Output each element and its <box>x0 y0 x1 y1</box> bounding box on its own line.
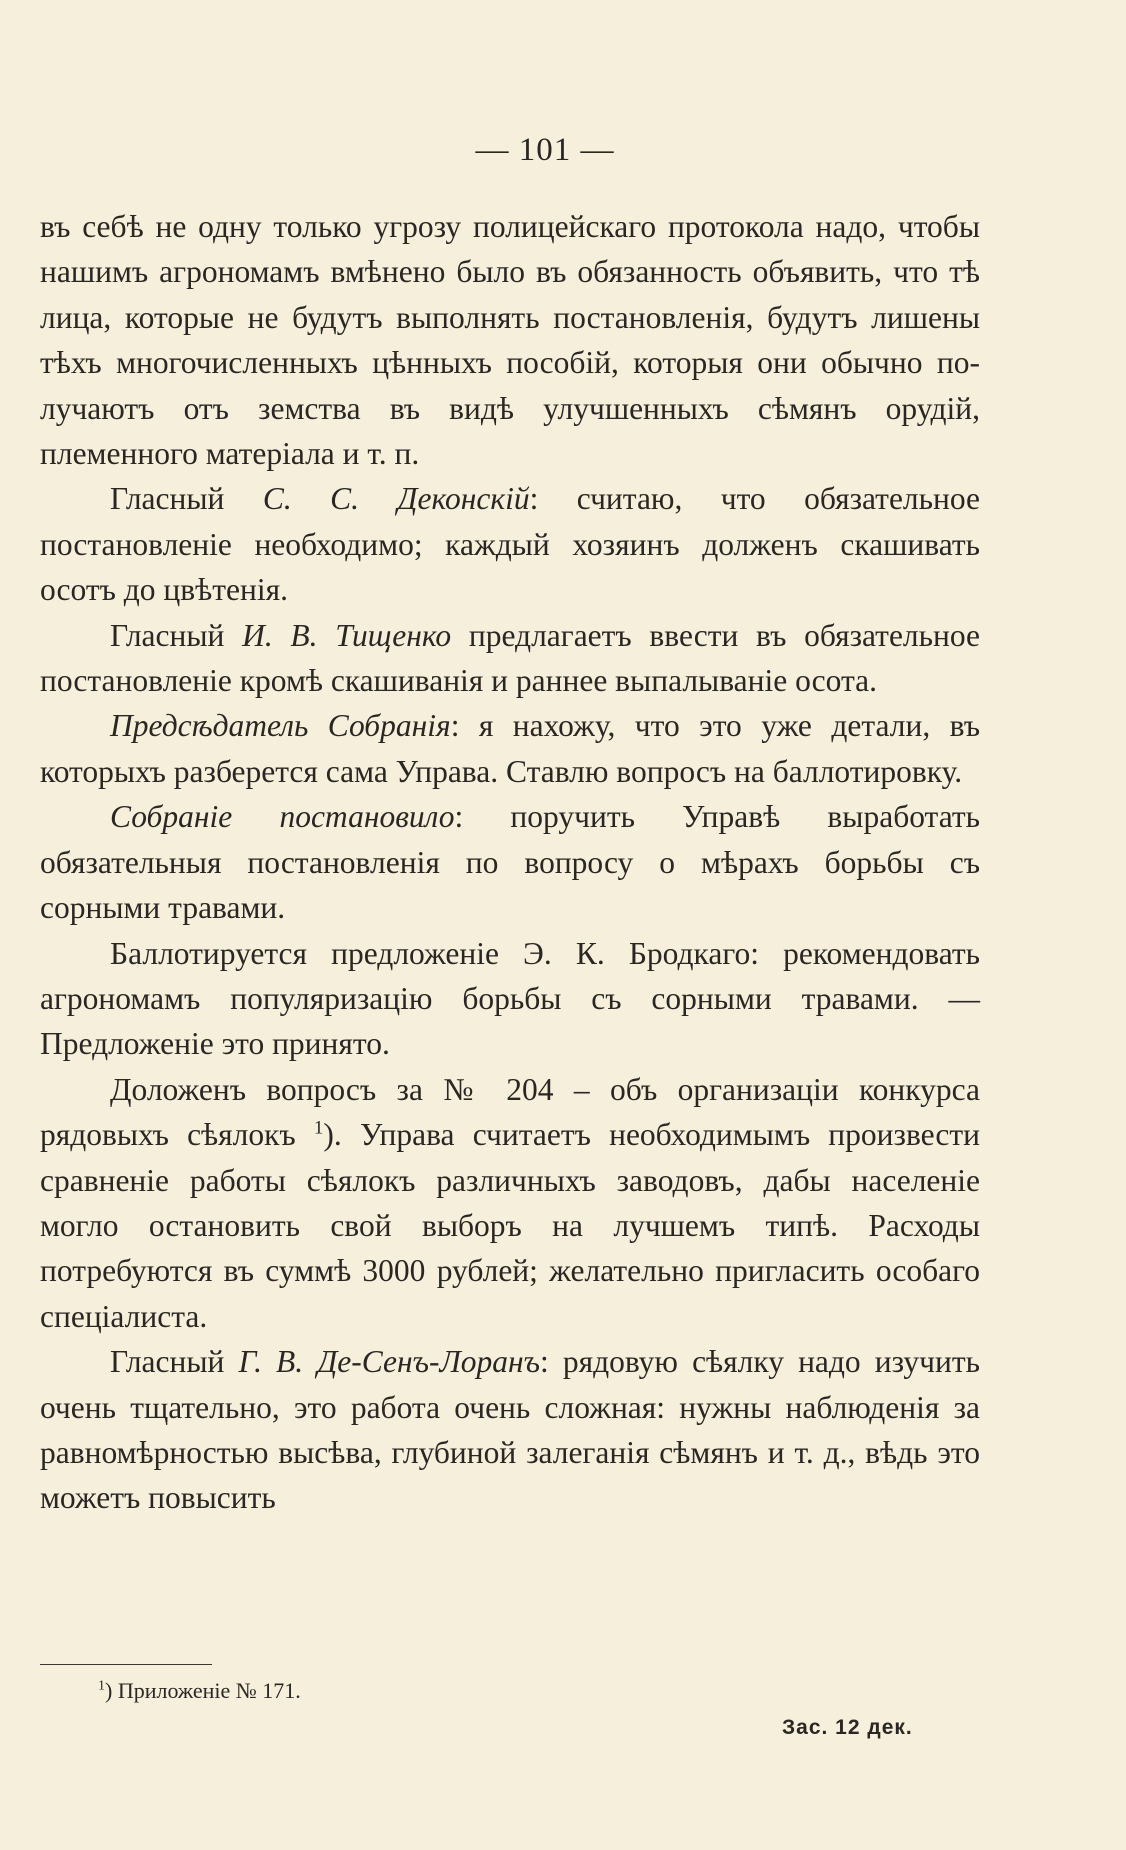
paragraph-6: Баллотируется предложеніе Э. К. Бродкаго: рекомендовать агрономамъ популяризацію борьбы съ сорными травами. —Предложеніе это принято. <box>40 935 980 1062</box>
session-signature: Зас. 12 дек. <box>782 1716 913 1739</box>
paragraph-body: ). Управа считаетъ необходимымъ произвести сравненіе работы сѣялокъ различныхъ заводовъ, дабы населеніе могло остановить свой выборъ на лучшемъ типѣ. Расходы потребуются въ суммѣ 3000 рублей; желательно пригласить особаго спеціалиста. <box>40 1117 981 1334</box>
speaker-name: Собраніе постановило <box>110 799 455 835</box>
speaker-name: Г. В. Де-Сенъ-Лоранъ <box>238 1344 541 1380</box>
paragraph-8 <box>40 1339 980 1521</box>
body-text <box>40 204 980 1521</box>
speaker-name: И. В. Тищенко <box>242 617 452 653</box>
paragraph-body: предлагаетъ ввести въ обязательное постановленіе кромѣ скашиванія и раннее выпалываніе осота. <box>40 617 980 699</box>
paragraph-2 <box>40 476 980 612</box>
speaker-name: С. С. Деконскій <box>262 481 530 517</box>
paragraph-body: : считаю, что обязательное постановленіе необходимо; каждый хозяинъ долженъ скашивать осотъ до цвѣтенія. <box>40 481 980 608</box>
paragraph-7 <box>40 1067 980 1339</box>
paragraph-lead: Гласный <box>110 1344 239 1380</box>
paragraph-3 <box>40 613 980 704</box>
footnote-divider <box>40 1664 212 1665</box>
footnote-mark: 1 <box>98 1678 105 1694</box>
paragraph-lead: Гласный <box>110 481 263 517</box>
paragraph-4 <box>40 703 980 794</box>
footnote <box>98 1678 301 1704</box>
speaker-name: Предсѣдатель Собранія <box>110 708 451 744</box>
paragraph-body: : рядовую сѣялку надо изучить очень тщательно, это работа очень сложная: нужны наблюденія за равномѣрностью высѣва, глубиной залеганія сѣмянъ и т. д., вѣдь это можетъ повысить <box>40 1344 981 1516</box>
page-number: — 101 — <box>475 132 615 168</box>
paragraph-lead: Гласный <box>110 617 243 653</box>
paragraph-body: : я нахожу, что это уже детали, въ которыхъ разберется сама Управа. Ставлю вопросъ на баллотировку. <box>40 708 980 789</box>
paragraph-5 <box>40 794 980 930</box>
footnote-reference[interactable]: 1 <box>313 1117 324 1139</box>
paragraph-body: Доложенъ вопросъ за № 204 – объ организаціи конкурса рядовыхъ сѣялокъ <box>40 1071 980 1153</box>
paragraph-1: въ себѣ не одну только угрозу полицейскаго протокола надо, чтобы нашимъ агрономамъ вмѣнено было въ обязанность объявить, что тѣ лица, которые не будутъ выполнять постановленія, будутъ лишены тѣхъ многочисленныхъ цѣнныхъ пособій, которыя они обычно получаютъ отъ земства въ видѣ улучшенныхъ сѣмянъ орудій, племенного матеріала и т. п. <box>40 209 980 472</box>
paragraph-body: : поручить Управѣ выработать обязательныя постановленія по вопросу о мѣрахъ борьбы съ сорными травами. <box>40 799 980 926</box>
footnote-text: ) Приложеніе № 171. <box>105 1678 301 1703</box>
